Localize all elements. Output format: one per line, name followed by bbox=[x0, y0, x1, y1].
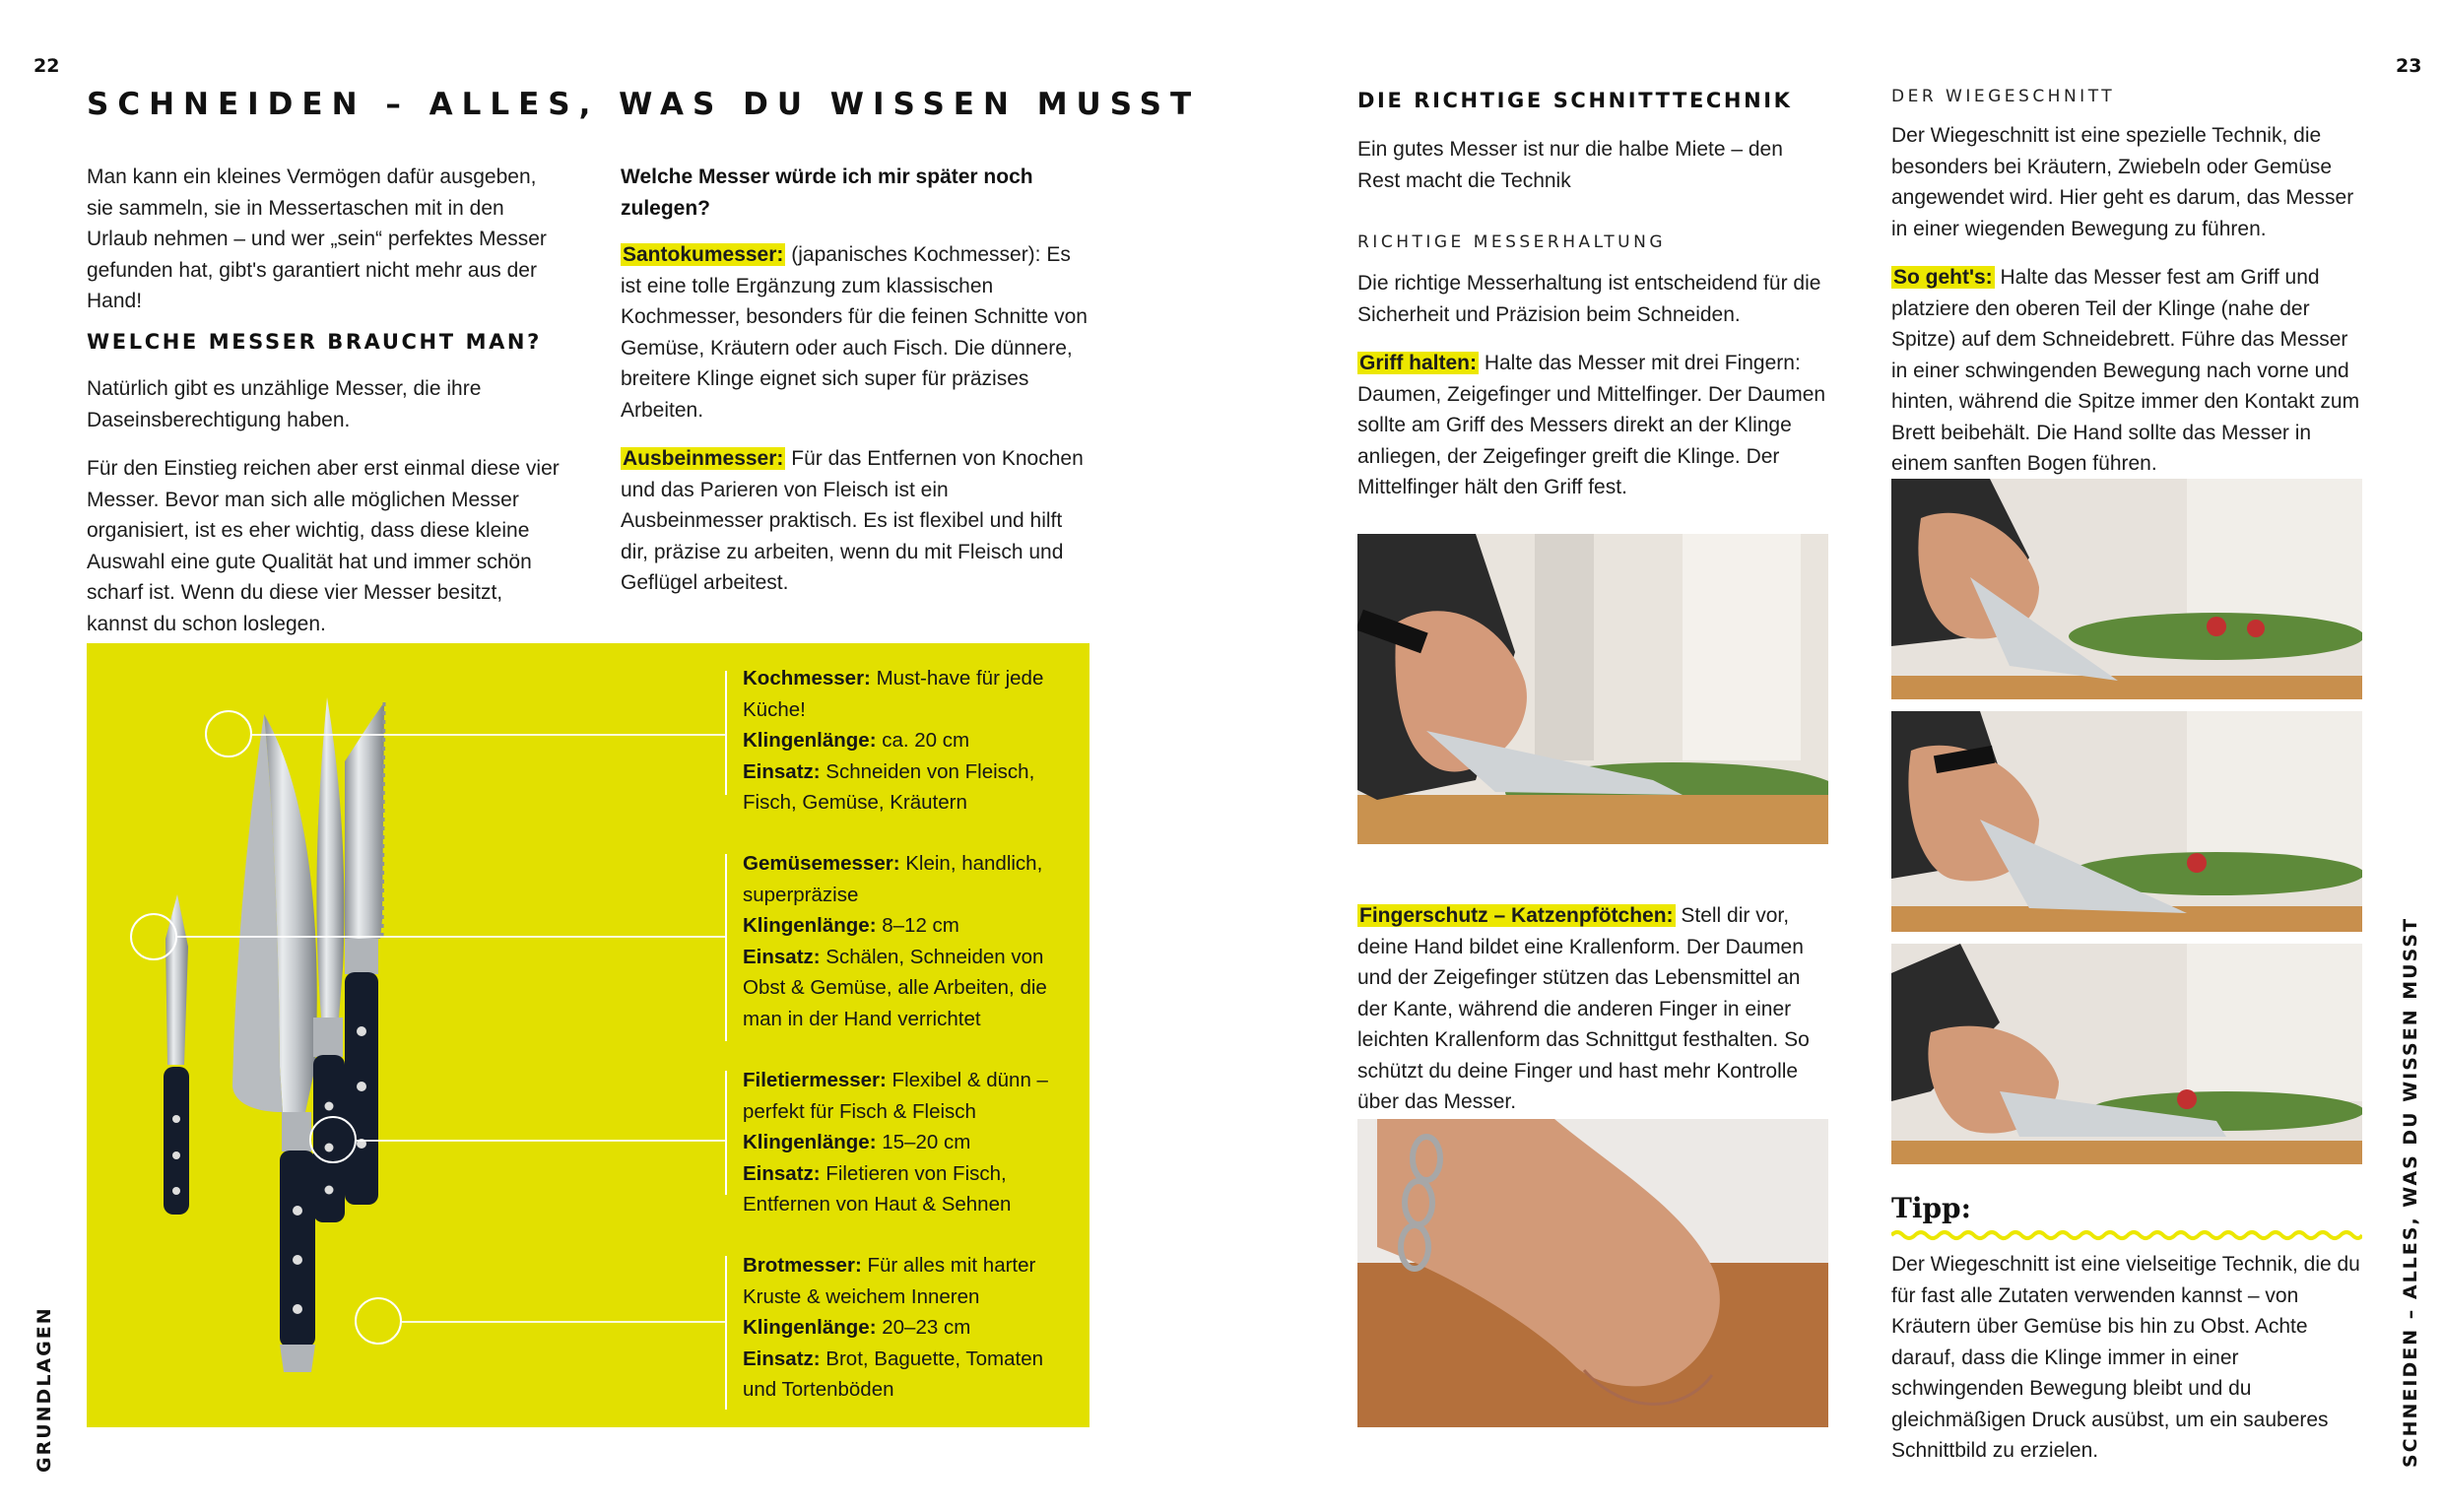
label-line-2 bbox=[725, 854, 727, 1041]
knife-panel bbox=[87, 643, 1089, 1427]
wavy-divider-icon bbox=[1891, 1229, 2362, 1241]
knife-desc: Must-have für jede Küche! bbox=[743, 667, 1044, 721]
side-label-right: SCHNEIDEN – ALLES, WAS DU WISSEN MUSST bbox=[2400, 916, 2421, 1468]
callout-line-kochmesser bbox=[252, 734, 725, 736]
knife-label-brotmesser bbox=[743, 1250, 1058, 1406]
haltung-text: Die richtige Messerhaltung ist entscheidend für die Sicherheit und Präzision beim Schneiden. bbox=[1357, 272, 1821, 326]
santoku-paragraph bbox=[621, 239, 1091, 426]
knife-desc: Flexibel & dünn – perfekt für Fisch & Fleisch bbox=[743, 1069, 1048, 1123]
callout-ring-kochmesser bbox=[205, 710, 252, 757]
photo-wiegeschnitt-step-1 bbox=[1891, 479, 2362, 699]
page-number-left: 22 bbox=[33, 55, 60, 77]
intro-column bbox=[87, 162, 560, 657]
paragraph-einstieg: Für den Einstieg reichen aber erst einmal diese vier Messer. Bevor man sich alle möglichen Messer organisiert, ist es eher wichtig, dass diese kleine Auswahl eine gute Qualität hat und immer schön scharf ist. Wenn du diese vier Messer besitzt, kannst du schon loslegen. bbox=[87, 457, 560, 635]
page-number-right: 23 bbox=[2396, 55, 2422, 77]
knife-len-label: Klingenlänge: bbox=[743, 1316, 877, 1339]
rocking-step3-photo-icon bbox=[1891, 944, 2362, 1164]
knife-len-label: Klingenlänge: bbox=[743, 729, 877, 752]
knife-use: Filetieren von Fisch, Entfernen von Haut & Sehnen bbox=[743, 1161, 1012, 1216]
griff-label: Griff halten: bbox=[1359, 352, 1477, 374]
knife-label-kochmesser bbox=[743, 663, 1058, 819]
fingerschutz-paragraph bbox=[1357, 900, 1828, 1118]
sogehts-label: So geht's: bbox=[1893, 266, 1993, 289]
ausbein-label: Ausbeinmesser: bbox=[623, 447, 784, 470]
sogehts-text: Halte das Messer fest am Griff und platziere den oberen Teil der Klinge (nahe der Spitze) auf dem Schneidebrett. Führe das Messer in einer schwingenden Bewegung nach vorne und hinten, während die Spitze immer den Kontakt zum Brett beibehält. Die Hand sollte das Messer in einem sanften Bogen führen. bbox=[1891, 266, 2360, 475]
fingerschutz-text: Stell dir vor, deine Hand bildet eine Krallenform. Der Daumen und der Zeigefinger stützen das Lebensmittel an der Kante, während die anderen Finger in einer leichten Krallenform das Schnittgut festhalten. So schützt du deine Finger und hast mehr Kontrolle über das Messer. bbox=[1357, 904, 1810, 1113]
haltung-column bbox=[1357, 268, 1828, 521]
knife-label-filetiermesser bbox=[743, 1065, 1058, 1220]
extra-knives-column bbox=[621, 162, 1091, 617]
photo-wiegeschnitt-step-2 bbox=[1891, 711, 2362, 932]
knife-use-label: Einsatz: bbox=[743, 1347, 821, 1370]
knife-len-label: Klingenlänge: bbox=[743, 1131, 877, 1153]
knife-grip-photo-icon bbox=[1357, 534, 1828, 844]
chef-knife-icon bbox=[232, 714, 317, 1372]
fingerschutz-label: Fingerschutz – Katzenpfötchen: bbox=[1359, 904, 1674, 927]
rocking-step1-photo-icon bbox=[1891, 479, 2362, 699]
knife-len: 20–23 cm bbox=[876, 1316, 971, 1339]
knife-desc: Für alles mit harter Kruste & weichem Inneren bbox=[743, 1254, 1036, 1308]
knife-len: 15–20 cm bbox=[876, 1131, 971, 1153]
knife-use: Brot, Baguette, Tomaten und Tortenböden bbox=[743, 1347, 1044, 1401]
knife-use-label: Einsatz: bbox=[743, 759, 821, 783]
knife-label-gemuesemesser bbox=[743, 848, 1058, 1034]
knife-name: Gemüsemesser: bbox=[743, 852, 900, 875]
claw-hand-photo-icon bbox=[1357, 1119, 1828, 1427]
callout-line-filetiermesser bbox=[357, 1140, 725, 1142]
photo-wiegeschnitt-step-3 bbox=[1891, 944, 2362, 1164]
paragraph-daseins: Natürlich gibt es unzählige Messer, die ihre Daseinsberechtigung haben. bbox=[87, 377, 482, 431]
knife-use: Schälen, Schneiden von Obst & Gemüse, alle Arbeiten, die man in der Hand verrichtet bbox=[743, 945, 1047, 1030]
callout-line-brotmesser bbox=[402, 1321, 725, 1323]
photo-claw-hand bbox=[1357, 1119, 1828, 1427]
knife-use-label: Einsatz: bbox=[743, 1161, 821, 1185]
tipp-text: Der Wiegeschnitt ist eine vielseitige Technik, die du für fast alle Zutaten verwenden kannst – von Kräutern über Gemüse bis hin zu Obst. Achte darauf, dass die Klinge immer in einer schwingenden Bewegung bleibt und du gleichmäßigen Druck ausübst, um ein sauberes Schnittbild zu erzielen. bbox=[1891, 1253, 2360, 1462]
wiegeschnitt-text: Der Wiegeschnitt ist eine spezielle Technik, die besonders bei Kräutern, Zwiebeln oder Gemüse angewendet wird. Hier geht es darum, das Messer in einer wiegenden Bewegung zu führen. bbox=[1891, 124, 2354, 240]
question-heading: Welche Messer würde ich mir später noch zulegen? bbox=[621, 165, 1033, 220]
label-line-3 bbox=[725, 1071, 727, 1195]
wiegeschnitt-subheading: DER WIEGESCHNITT bbox=[1891, 87, 2116, 106]
knife-name: Filetiermesser: bbox=[743, 1069, 887, 1091]
page-title: SCHNEIDEN – ALLES, WAS DU WISSEN MUSST bbox=[87, 87, 1201, 122]
callout-ring-filetiermesser bbox=[309, 1116, 357, 1163]
rocking-step2-photo-icon bbox=[1891, 711, 2362, 932]
santoku-label: Santokumesser: bbox=[623, 243, 784, 266]
tipp-heading: Tipp: bbox=[1891, 1192, 1971, 1224]
technik-heading: DIE RICHTIGE SCHNITTTECHNIK bbox=[1357, 89, 1793, 112]
knife-use: Schneiden von Fleisch, Fisch, Gemüse, Kräutern bbox=[743, 759, 1035, 814]
wiegeschnitt-column bbox=[1891, 120, 2362, 497]
knife-name: Brotmesser: bbox=[743, 1254, 862, 1277]
callout-ring-gemuesemesser bbox=[130, 913, 177, 960]
knife-desc: Klein, handlich, superpräzise bbox=[743, 852, 1043, 906]
knife-use-label: Einsatz: bbox=[743, 945, 821, 968]
knife-len: ca. 20 cm bbox=[876, 729, 970, 752]
technik-intro: Ein gutes Messer ist nur die halbe Miete – den Rest macht die Technik bbox=[1357, 138, 1783, 192]
knife-len-label: Klingenlänge: bbox=[743, 914, 877, 937]
label-line-1 bbox=[725, 671, 727, 795]
intro-paragraph: Man kann ein kleines Vermögen dafür ausgeben, sie sammeln, sie in Messertaschen mit in den Urlaub nehmen – und wer „sein“ perfektes Messer gefunden hat, gibt's garantiert nicht mehr aus der Hand! bbox=[87, 165, 547, 312]
knife-len: 8–12 cm bbox=[876, 914, 959, 937]
side-label-left: GRUNDLAGEN bbox=[33, 1306, 55, 1473]
santoku-text: (japanisches Kochmesser): Es ist eine tolle Ergänzung zum klassischen Kochmesser, besonders für die feinen Schnitte von Gemüse, Kräutern oder auch Fisch. Die dünnere, breitere Klinge eignet sich super für präzises Arbeiten. bbox=[621, 243, 1088, 422]
callout-line-gemuesemesser bbox=[177, 936, 725, 938]
haltung-subheading: RICHTIGE MESSERHALTUNG bbox=[1357, 232, 1666, 252]
griff-text: Halte das Messer mit drei Fingern: Daumen, Zeigefinger und Mittelfinger. Der Daumen sollte am Griff des Messers direkt an der Klinge anliegen, der Zeigefinger greift die Klinge. Der Mittelfinger hält den Griff fest. bbox=[1357, 352, 1826, 498]
label-line-4 bbox=[725, 1256, 727, 1410]
ausbein-text: Für das Entfernen von Knochen und das Parieren von Fleisch ist ein Ausbeinmesser praktisch. Es ist flexibel und hilft dir, präzise zu arbeiten, wenn du mit Fleisch und Geflügel arbeitest. bbox=[621, 447, 1084, 594]
section-heading-messer: WELCHE MESSER BRAUCHT MAN? bbox=[87, 329, 542, 354]
griff-paragraph bbox=[1357, 348, 1828, 503]
ausbein-paragraph bbox=[621, 443, 1091, 599]
sogehts-paragraph bbox=[1891, 262, 2362, 480]
photo-knife-grip bbox=[1357, 534, 1828, 844]
knife-name: Kochmesser: bbox=[743, 667, 871, 690]
callout-ring-brotmesser bbox=[355, 1297, 402, 1345]
